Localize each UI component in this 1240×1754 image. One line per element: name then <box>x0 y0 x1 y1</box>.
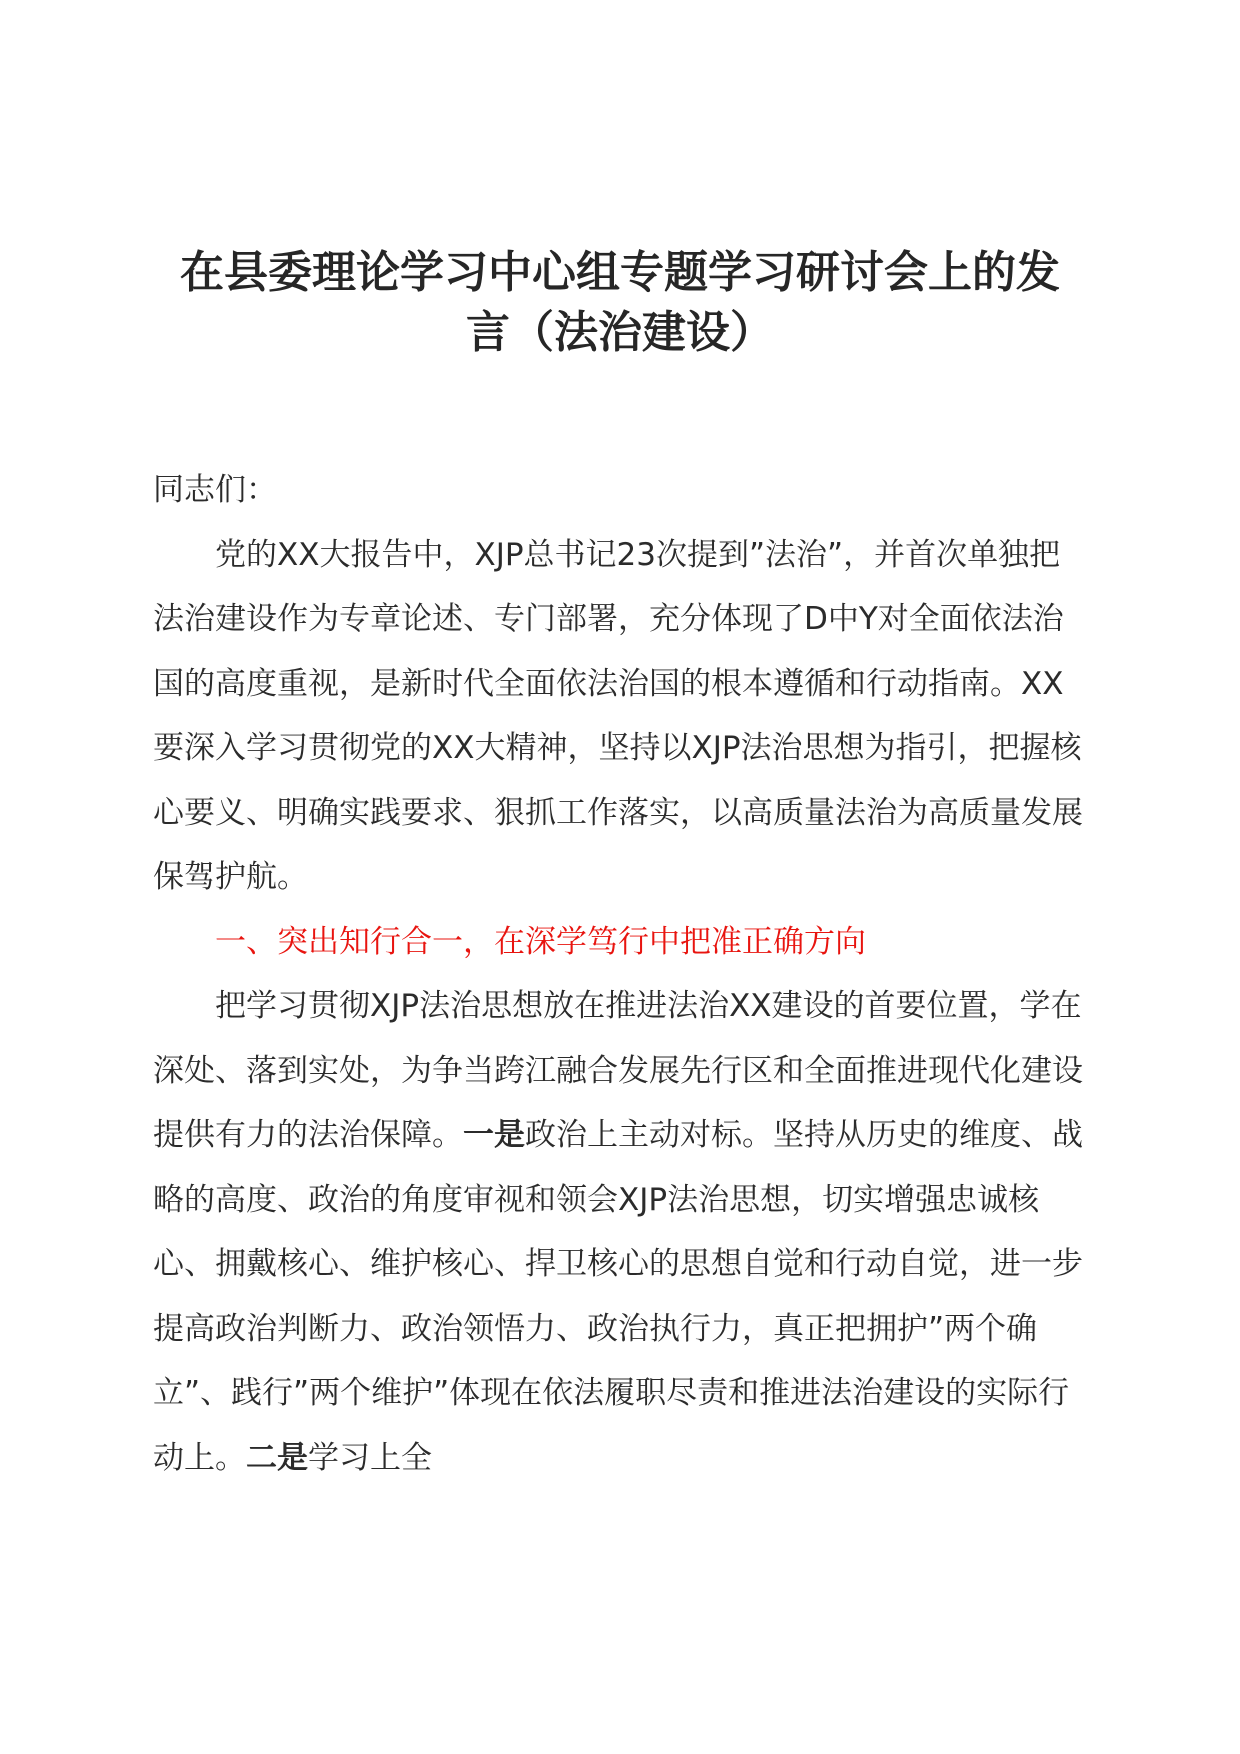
paragraph-2-text-c: 学习上全 <box>308 1439 432 1476</box>
salutation: 同志们： <box>153 472 277 508</box>
paragraph-1: 党的XX大报告中，XJP总书记23次提到”法治”，并首次单独把法治建设作为专章论述、专门部署，充分体现了D中Y对全面依法治国的高度重视，是新时代全面依法治国的根本遵循和行动指南。XX要深入学习贯彻党的XX大精神，坚持以XJP法治思想为指引，把握核心要义、明确实践要求、狠抓工作落实，以高质量法治为高质量发展保驾护航。 <box>153 536 1083 895</box>
document-body <box>153 458 1088 1490</box>
point-one-label: 一是 <box>463 1117 525 1153</box>
paragraph-2-text-b: 政治上主动对标。坚持从历史的维度、战略的高度、政治的角度审视和领会XJP法治思想，切实增强忠诚核心、拥戴核心、维护核心、捍卫核心的思想自觉和行动自觉，进一步提高政治判断力、政治领悟力、政治执行力，真正把拥护”两个确立”、践行”两个维护”体现在依法履职尽责和推进法治建设的实际行动上。 <box>153 1117 1083 1476</box>
section-heading-1: 一、突出知行合一，在深学笃行中把准正确方向 <box>215 923 866 960</box>
point-two-label: 二是 <box>246 1439 308 1476</box>
document-title <box>140 243 1100 363</box>
paragraph-2 <box>153 974 1088 1490</box>
paragraph-2-text-a: 把学习贯彻XJP法治思想放在推进法治XX建设的首要位置，学在深处、落到实处，为争当跨江融合发展先行区和全面推进现代化建设提供有力的法治保障。 <box>153 988 1083 1153</box>
title-line-1: 在县委理论学习中心组专题学习研讨会上的发 <box>180 247 1060 298</box>
title-line-2: 言（法治建设） <box>466 307 774 358</box>
